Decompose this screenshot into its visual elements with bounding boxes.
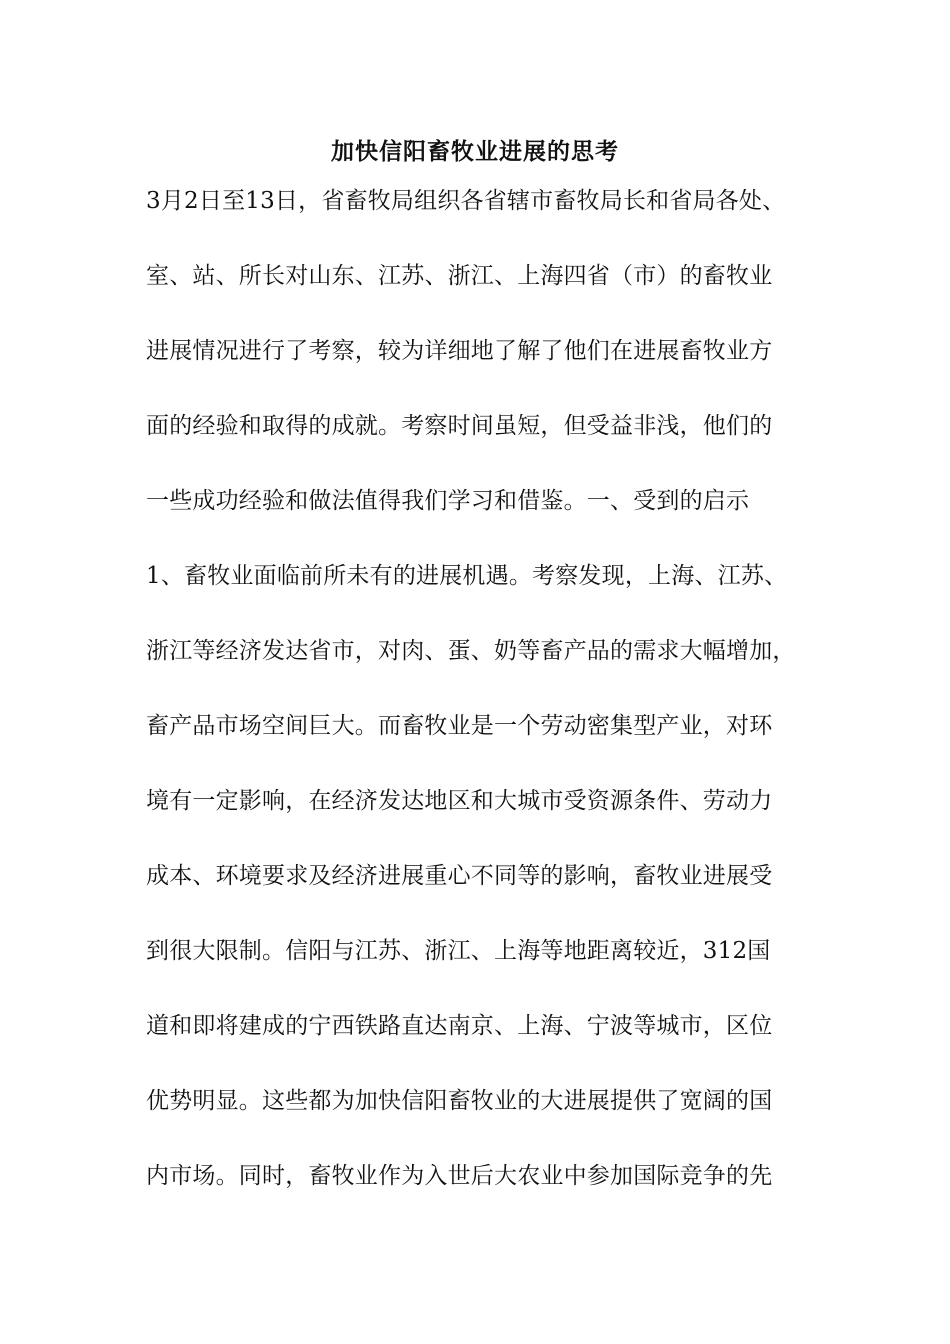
document-body: [146, 186, 826, 1236]
paragraph-line: 浙江等经济发达省市，对肉、蛋、奶等畜产品的需求大幅增加，: [146, 638, 796, 664]
paragraph-line: 道和即将建成的宁西铁路直达南京、上海、宁波等城市，区位: [146, 1013, 773, 1039]
paragraph-line: 1、畜牧业面临前所未有的进展机遇。考察发现，上海、江苏、: [146, 563, 788, 589]
paragraph-line: 成本、环境要求及经济进展重心不同等的影响，畜牧业进展受: [146, 863, 773, 889]
paragraph-line: 畜产品市场空间巨大。而畜牧业是一个劳动密集型产业，对环: [146, 713, 773, 739]
paragraph-line: 优势明显。这些都为加快信阳畜牧业的大进展提供了宽阔的国: [146, 1088, 773, 1114]
paragraph-line: 面的经验和取得的成就。考察时间虽短，但受益非浅，他们的: [146, 413, 773, 439]
paragraph-line: 境有一定影响，在经济发达地区和大城市受资源条件、劳动力: [146, 788, 773, 814]
paragraph-line: 3月2日至13日，省畜牧局组织各省辖市畜牧局长和省局各处、: [146, 188, 786, 214]
paragraph-line: 到很大限制。信阳与江苏、浙江、上海等地距离较近，312国: [146, 938, 771, 964]
paragraph-line: 内市场。同时，畜牧业作为入世后大农业中参加国际竞争的先: [146, 1163, 773, 1189]
paragraph-line: 一些成功经验和做法值得我们学习和借鉴。一、受到的启示: [146, 488, 750, 514]
paragraph-line: 室、站、所长对山东、江苏、浙江、上海四省（市）的畜牧业: [146, 263, 773, 289]
document-title: 加快信阳畜牧业进展的思考: [331, 139, 619, 165]
paragraph-line: 进展情况进行了考察，较为详细地了解了他们在进展畜牧业方: [146, 338, 773, 364]
